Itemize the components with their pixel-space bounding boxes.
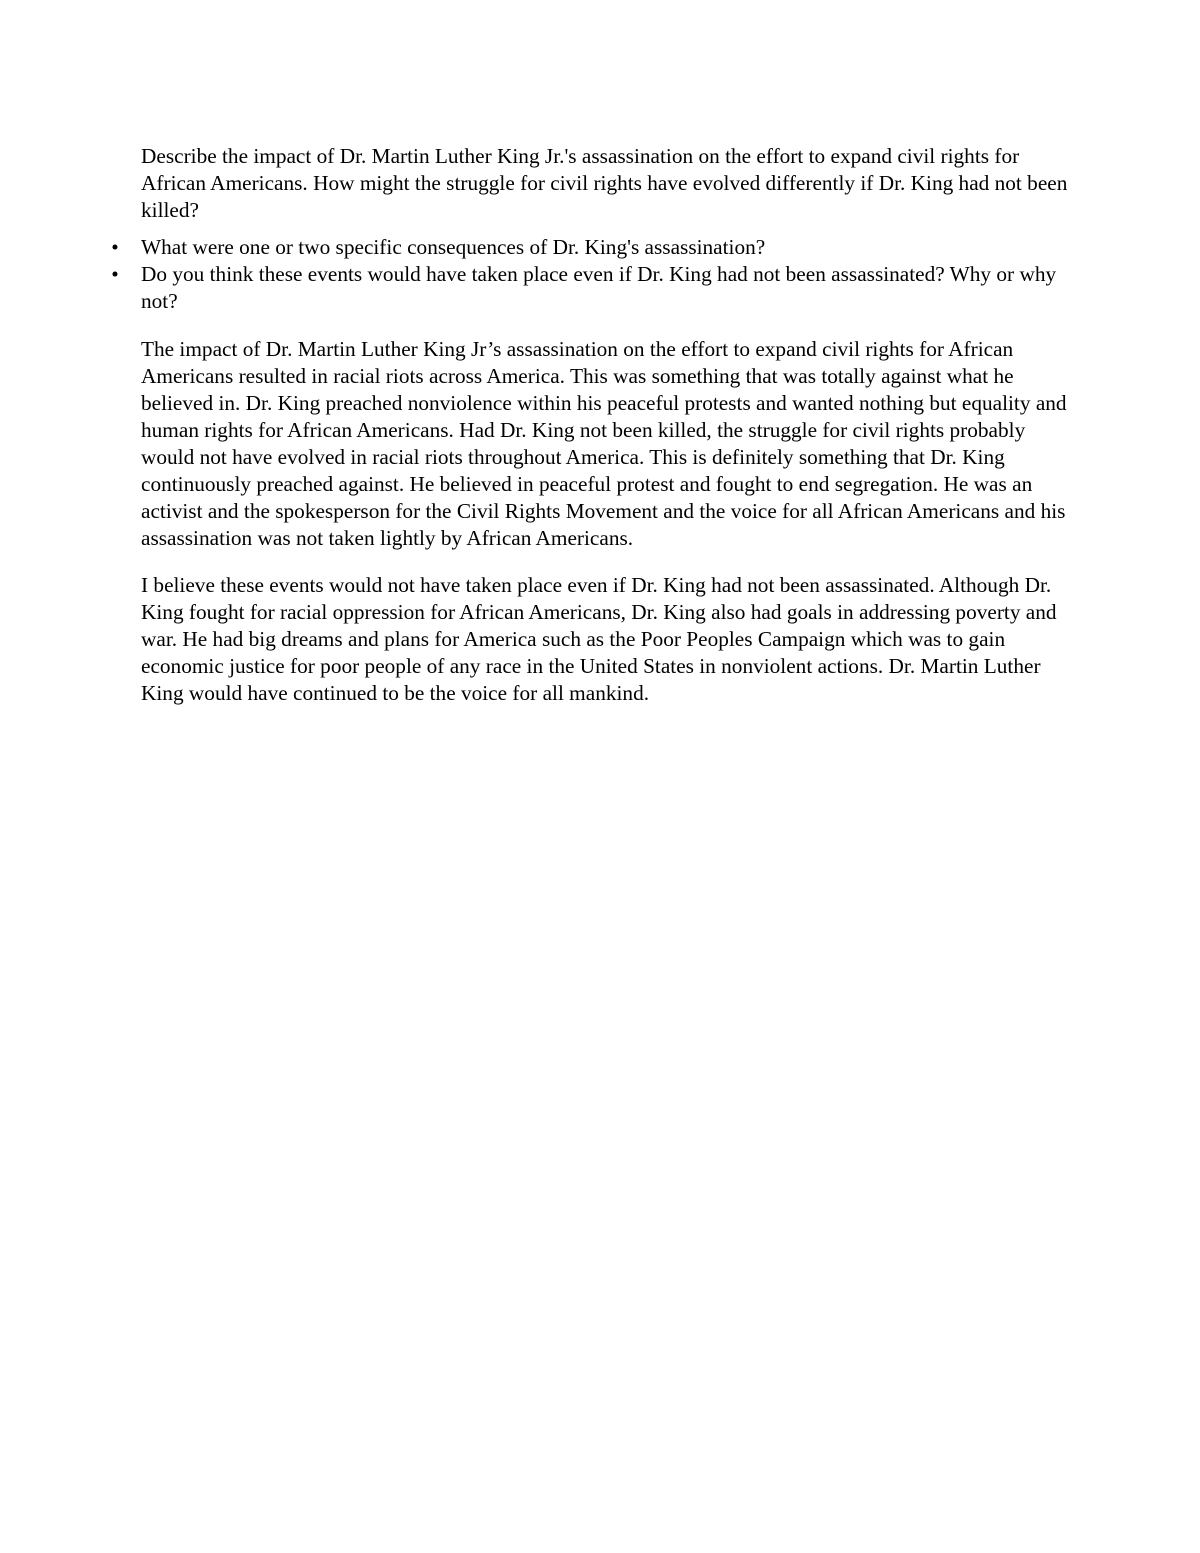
- prompt-paragraph: Describe the impact of Dr. Martin Luther King Jr.'s assassination on the effort to expand civil rights for African Americans. How might the struggle for civil rights have evolved differently if Dr. King had not been killed?: [141, 144, 1068, 222]
- question-item: [111, 234, 1071, 261]
- question-text: What were one or two specific consequences of Dr. King's assassination?: [141, 235, 766, 259]
- question-item: [111, 261, 1071, 315]
- question-text: Do you think these events would have taken place even if Dr. King had not been assassinated? Why or why not?: [141, 262, 1057, 313]
- answer-paragraph: The impact of Dr. Martin Luther King Jr’s assassination on the effort to expand civil rights for African Americans resulted in racial riots across America. This was something that was totally against what he believed in. Dr. King preached nonviolence within his peaceful protests and wanted nothing but equality and human rights for African Americans. Had Dr. King not been killed, the struggle for civil rights probably would not have evolved in racial riots throughout America. This is definitely something that Dr. King continuously preached against. He believed in peaceful protest and fought to end segregation. He was an activist and the spokesperson for the Civil Rights Movement and the voice for all African Americans and his assassination was not taken lightly by African Americans.: [141, 337, 1067, 550]
- bullet-icon: •: [111, 262, 119, 286]
- document-body: [111, 143, 1071, 707]
- bullet-icon: •: [111, 235, 119, 259]
- answer-paragraph: I believe these events would not have taken place even if Dr. King had not been assassinated. Although Dr. King fought for racial oppression for African Americans, Dr. King also had goals in addressing poverty and war. He had big dreams and plans for America such as the Poor Peoples Campaign which was to gain economic justice for poor people of any race in the United States in nonviolent actions. Dr. Martin Luther King would have continued to be the voice for all mankind.: [141, 573, 1057, 705]
- question-list: [111, 234, 1071, 315]
